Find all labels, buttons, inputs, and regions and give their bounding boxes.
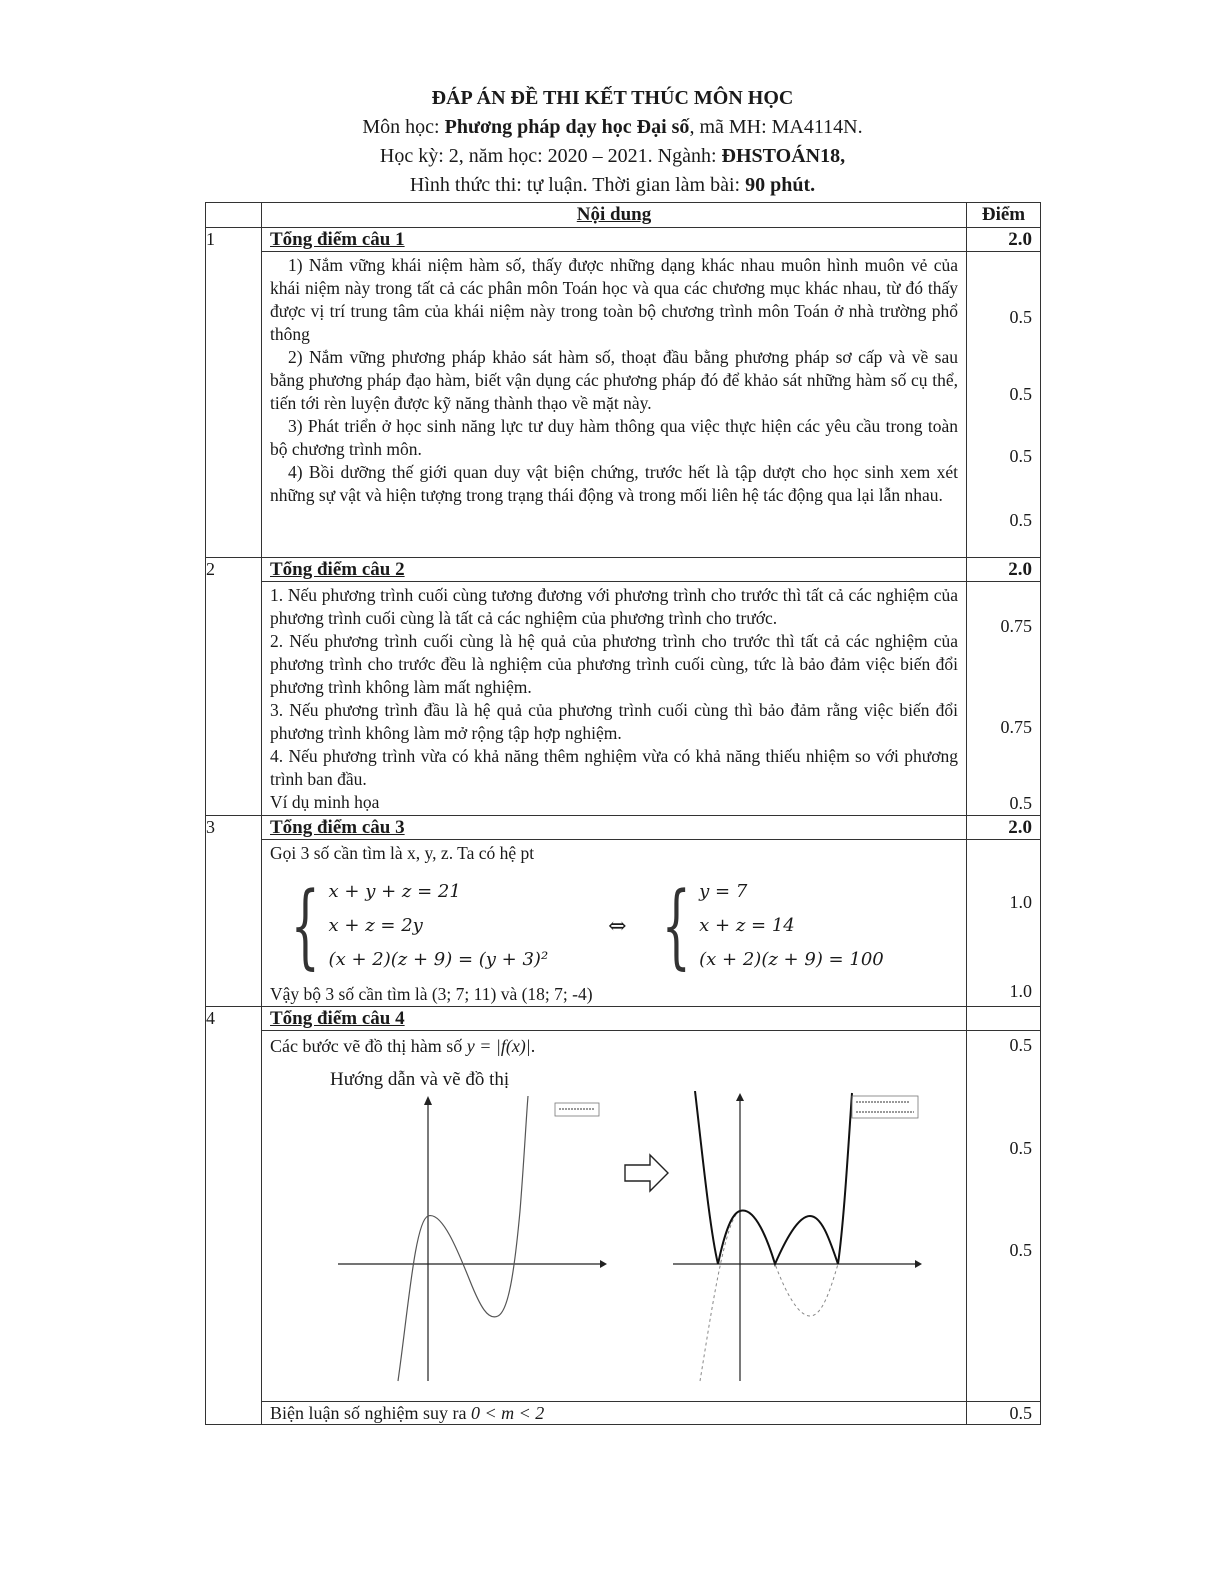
right-solid-curve	[695, 1091, 852, 1264]
q4-steps-suffix: .	[530, 1036, 536, 1056]
left-eq-2: x + z = 2y	[328, 915, 423, 936]
q1-item-1: 1) Nắm vững khái niệm hàm số, thấy được những dạng khác nhau muôn hình muôn vẻ của khái niệm này trong tất cả các phân môn Toán học và qua các chương mục khác nhau, từ đó thấy được vị trí trung tâm của khái niệm này trong toàn bộ chương trình môn Toán ở nhà trường phổ thông	[270, 255, 958, 344]
table-header-row	[206, 203, 1041, 228]
right-eq-1: y = 7	[699, 881, 748, 902]
left-eq-1: x + y + z = 21	[328, 881, 461, 902]
q3-content-cell	[262, 840, 967, 1007]
q1-content	[262, 252, 966, 507]
q4-graphs	[270, 1091, 958, 1401]
left-curve	[398, 1096, 528, 1381]
left-x-arrow-icon	[600, 1260, 607, 1268]
graph-abs-f-of-x	[673, 1091, 922, 1381]
q4-total-row	[206, 1007, 1041, 1031]
q2-content-cell	[262, 582, 967, 816]
subject-name: Phương pháp dạy học Đại số	[444, 116, 690, 138]
q2-item-4: 4. Nếu phương trình vừa có khả năng thêm nghiệm vừa có khả năng thiếu nhiệm so với phương trình ban đầu.	[270, 746, 958, 789]
q4-points-cell	[967, 1031, 1041, 1402]
q4-content-row	[206, 1031, 1041, 1402]
q4-point-2: 0.5	[1009, 1138, 1032, 1158]
q4-total-points	[967, 1007, 1041, 1031]
q4-conclusion-formula: 0 < m < 2	[470, 1403, 545, 1423]
right-equations	[699, 875, 884, 977]
q4-steps-text: Các bước vẽ đồ thị hàm số	[270, 1036, 467, 1056]
q4-conclusion-text: Biện luận số nghiệm suy ra	[270, 1403, 471, 1423]
q4-conclusion	[262, 1402, 967, 1425]
q2-item-1: 1. Nếu phương trình cuối cùng tương đương với phương trình cho trước thì tất cả các nghiệm của phương trình cuối cùng là tất cả các nghiệm của phương trình cho trước.	[270, 585, 958, 628]
q1-point-2: 0.5	[1009, 384, 1032, 404]
q2-number: 2	[206, 558, 262, 816]
q3-total-row	[206, 816, 1041, 840]
q2-total-points: 2.0	[967, 558, 1041, 582]
q3-points-cell	[967, 840, 1041, 1007]
left-y-arrow-icon	[424, 1096, 432, 1105]
q3-content-row	[206, 840, 1041, 1007]
q4-content-cell	[262, 1031, 967, 1402]
q1-point-1: 0.5	[1009, 307, 1032, 327]
q1-item-3: 3) Phát triển ở học sinh năng lực tư duy hàm thông qua việc thực hiện các yêu cầu trong toàn bộ chương trình môn.	[270, 416, 958, 459]
q2-content	[262, 582, 966, 814]
right-eq-3: (x + 2)(z + 9) = 100	[699, 949, 884, 970]
q3-total-points: 2.0	[967, 816, 1041, 840]
q2-item-2: 2. Nếu phương trình cuối cùng là hệ quả của phương trình cho trước thì tất cả các nghiệm của phương trình cho trước đều là nghiệm của phương trình cuối cùng, tức là bảo đảm việc biến đổi phương trình không làm mất nghiệm.	[270, 631, 958, 697]
q2-point-2: 0.75	[1000, 717, 1032, 737]
q2-example: Ví dụ minh họa	[270, 792, 380, 812]
equation-system	[276, 872, 958, 979]
q4-number: 4	[206, 1007, 262, 1425]
q3-conclusion: Vậy bộ 3 số cần tìm là (3; 7; 11) và (18; 7; -4)	[270, 984, 593, 1004]
q2-total-label: Tổng điểm câu 2	[262, 558, 967, 582]
q4-content	[262, 1031, 966, 1401]
document-title: ĐÁP ÁN ĐỀ THI KẾT THÚC MÔN HỌC	[431, 87, 794, 109]
q1-total-row	[206, 228, 1041, 252]
q2-points-cell	[967, 582, 1041, 816]
q4-total-label: Tổng điểm câu 4	[262, 1007, 967, 1031]
q2-item-3: 3. Nếu phương trình đầu là hệ quả của phương trình cuối cùng thì bảo đảm rằng việc biến đổi phương trình không làm mở rộng tập hợp nghiệm.	[270, 700, 958, 743]
right-y-arrow-icon	[736, 1093, 744, 1101]
q1-point-4: 0.5	[1009, 510, 1032, 530]
q1-point-3: 0.5	[1009, 446, 1032, 466]
right-legend-box	[852, 1096, 918, 1118]
major-name: ĐHSTOÁN18,	[721, 145, 846, 167]
transform-arrow-icon	[625, 1155, 668, 1191]
exam-format-prefix: Hình thức thi: tự luận. Thời gian làm bài:	[409, 174, 746, 196]
left-equations	[329, 875, 549, 977]
q2-point-3: 0.5	[1009, 793, 1032, 813]
subject-prefix: Môn học:	[362, 116, 445, 138]
graph-f-of-x	[338, 1096, 607, 1381]
q1-total-label: Tổng điểm câu 1	[262, 228, 967, 252]
subject-line	[0, 113, 1225, 142]
q4-point-3: 0.5	[1009, 1240, 1032, 1260]
exam-duration: 90 phút.	[745, 174, 816, 196]
q1-number: 1	[206, 228, 262, 558]
answer-table	[205, 202, 1041, 1425]
q3-point-2: 1.0	[1009, 981, 1032, 1001]
right-dashed-curve	[700, 1211, 838, 1381]
subject-code: , mã MH: MA4114N.	[689, 116, 863, 138]
header-content: Nội dung	[262, 203, 967, 228]
left-eq-3: (x + 2)(z + 9) = (y + 3)²	[328, 949, 549, 970]
q1-content-row	[206, 252, 1041, 558]
q2-total-row	[206, 558, 1041, 582]
header-cell-number	[206, 203, 262, 228]
semester-prefix: Học kỳ: 2, năm học: 2020 – 2021. Ngành:	[379, 145, 722, 167]
semester-line	[0, 142, 1225, 171]
q3-total-label: Tổng điểm câu 3	[262, 816, 967, 840]
exam-format-line	[0, 171, 1225, 200]
q1-content-cell	[262, 252, 967, 558]
q4-point-1: 0.5	[1009, 1035, 1032, 1055]
right-brace-icon: {	[661, 872, 691, 979]
q4-conclusion-row	[206, 1402, 1041, 1425]
graphs-svg	[270, 1091, 970, 1391]
q4-steps-formula: y = |f(x)|	[466, 1036, 531, 1056]
right-eq-2: x + z = 14	[699, 915, 795, 936]
q3-intro: Gọi 3 số cần tìm là x, y, z. Ta có hệ pt	[270, 843, 535, 863]
q4-steps	[270, 1035, 958, 1058]
q3-number: 3	[206, 816, 262, 1007]
q4-point-4: 0.5	[967, 1402, 1041, 1425]
q1-total-points: 2.0	[967, 228, 1041, 252]
q3-point-1: 1.0	[1009, 892, 1032, 912]
q2-point-1: 0.75	[1000, 616, 1032, 636]
page-header	[0, 84, 1225, 200]
equivalence-icon: ⇔	[608, 913, 627, 939]
q3-content	[262, 840, 966, 1006]
header-points: Điểm	[967, 203, 1041, 228]
q2-content-row	[206, 582, 1041, 816]
q4-guide: Hướng dẫn và vẽ đồ thị	[330, 1069, 510, 1090]
q1-item-2: 2) Nắm vững phương pháp khảo sát hàm số, thoạt đầu bằng phương pháp sơ cấp và về sau bằng phương pháp đạo hàm, biết vận dụng các phương pháp đó để khảo sát những hàm số cụ thể, tiến tới rèn luyện được kỹ năng thành thạo về mặt này.	[270, 347, 958, 413]
left-brace-icon: {	[290, 872, 320, 979]
q1-points-cell	[967, 252, 1041, 558]
q1-item-4: 4) Bồi dưỡng thế giới quan duy vật biện chứng, trước hết là tập dượt cho học sinh xem xét những sự vật và hiện tượng trong trạng thái động và trong mối liên hệ tác động qua lại lẫn nhau.	[270, 462, 958, 505]
right-x-arrow-icon	[915, 1260, 922, 1268]
